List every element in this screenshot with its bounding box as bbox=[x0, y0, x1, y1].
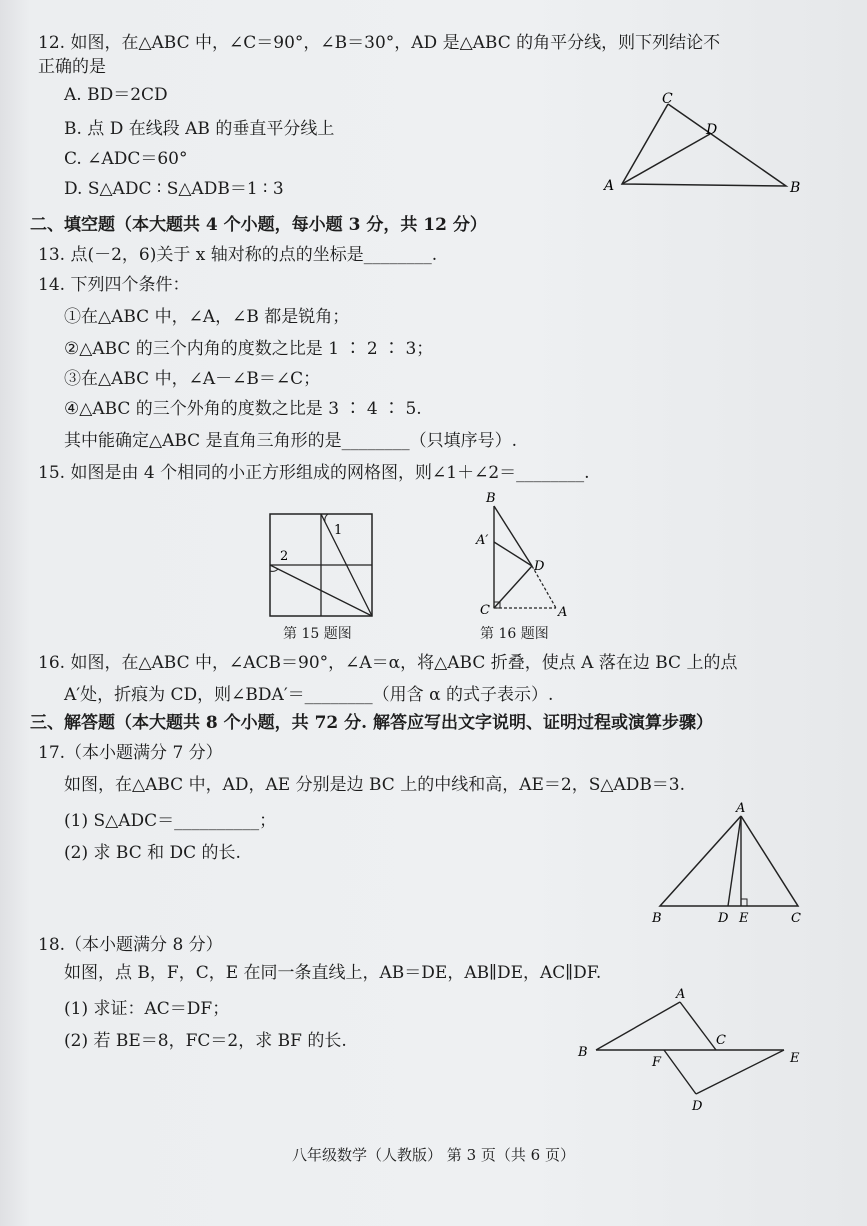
q16-label-c: C bbox=[480, 603, 490, 618]
q18-label-e: E bbox=[790, 1051, 800, 1066]
section-3-heading: 三、解答题（本大题共 8 个小题，共 72 分. 解答应写出文字说明、证明过程或演算步骤） bbox=[30, 713, 713, 733]
q15-angle-2-label: 2 bbox=[280, 549, 289, 564]
section-2-heading: 二、填空题（本大题共 4 个小题，每小题 3 分，共 12 分） bbox=[30, 215, 487, 235]
q17-label-a: A bbox=[736, 801, 746, 816]
q18-label-b: B bbox=[578, 1045, 588, 1060]
q12-option-b: B. 点 D 在线段 AB 的垂直平分线上 bbox=[64, 119, 335, 139]
q12-option-a: A. BD＝2CD bbox=[64, 85, 168, 105]
q16-label-d: D bbox=[534, 559, 545, 574]
q15-figure-caption: 第 15 题图 bbox=[283, 626, 352, 642]
q18-label-a: A bbox=[676, 987, 686, 1002]
q18-heading: 18.（本小题满分 8 分） bbox=[38, 935, 223, 955]
q12-label-a: A bbox=[604, 178, 615, 194]
q18-part-2: (2) 若 BE＝8，FC＝2，求 BF 的长. bbox=[64, 1031, 347, 1051]
q18-stem: 如图，点 B，F，C，E 在同一条直线上，AB＝DE，AB∥DE，AC∥DF. bbox=[64, 963, 602, 983]
q12-label-c: C bbox=[662, 92, 673, 107]
q14-question: 其中能确定△ABC 是直角三角形的是________（只填序号）. bbox=[64, 431, 517, 451]
q16-fold-figure bbox=[470, 488, 570, 622]
q17-part-1: (1) S△ADC＝__________； bbox=[64, 811, 277, 831]
q12-stem-line2: 正确的是 bbox=[38, 57, 106, 77]
q17-figure bbox=[648, 798, 808, 928]
q18-label-f: F bbox=[652, 1055, 662, 1070]
q17-part-2: (2) 求 BC 和 DC 的长. bbox=[64, 843, 241, 863]
q14-condition-4: ④△ABC 的三个外角的度数之比是 3 ∶ 4 ∶ 5. bbox=[64, 399, 422, 419]
q17-label-d: D bbox=[718, 911, 729, 926]
q18-label-c: C bbox=[716, 1033, 726, 1048]
q16-label-a-prime: A′ bbox=[476, 533, 489, 548]
q12-label-b: B bbox=[790, 180, 801, 196]
q14-condition-3: ③在△ABC 中，∠A－∠B＝∠C； bbox=[64, 369, 321, 389]
q16-label-a: A bbox=[558, 605, 568, 620]
q16-stem-line2: A′处，折痕为 CD，则∠BDA′＝________（用含 α 的式子表示）. bbox=[64, 685, 554, 705]
q18-part-1: (1) 求证：AC＝DF； bbox=[64, 999, 230, 1019]
q12-option-d: D. S△ADC ∶ S△ADB＝1 ∶ 3 bbox=[64, 179, 284, 199]
q15-stem: 15. 如图是由 4 个相同的小正方形组成的网格图，则∠1＋∠2＝________. bbox=[38, 463, 590, 483]
q17-heading: 17.（本小题满分 7 分） bbox=[38, 743, 223, 763]
q12-option-c: C. ∠ADC＝60° bbox=[64, 149, 188, 169]
q17-stem: 如图，在△ABC 中，AD，AE 分别是边 BC 上的中线和高，AE＝2，S△ADB＝3. bbox=[64, 775, 686, 795]
q17-label-c: C bbox=[791, 911, 801, 926]
q12-figure bbox=[596, 92, 811, 202]
page-footer: 八年级数学（人教版） 第 3 页（共 6 页） bbox=[292, 1146, 575, 1164]
q12-label-d: D bbox=[706, 122, 718, 138]
q17-label-e: E bbox=[739, 911, 749, 926]
q17-label-b: B bbox=[652, 911, 662, 926]
q14-condition-2: ②△ABC 的三个内角的度数之比是 1 ∶ 2 ∶ 3； bbox=[64, 339, 434, 359]
q18-label-d: D bbox=[692, 1099, 703, 1114]
q14-condition-1: ①在△ABC 中，∠A，∠B 都是锐角； bbox=[64, 307, 350, 327]
q14-stem: 14. 下列四个条件： bbox=[38, 275, 190, 295]
q18-figure bbox=[572, 984, 812, 1116]
q12-stem-line1: 12. 如图，在△ABC 中，∠C＝90°，∠B＝30°，AD 是△ABC 的角平分线，则下列结论不 bbox=[38, 33, 721, 53]
q16-stem-line1: 16. 如图，在△ABC 中，∠ACB＝90°，∠A＝α，将△ABC 折叠，使点 A 落在边 BC 上的点 bbox=[38, 653, 738, 673]
q16-figure-caption: 第 16 题图 bbox=[480, 626, 549, 642]
q15-grid-figure bbox=[268, 512, 378, 620]
q15-angle-1-label: 1 bbox=[334, 523, 343, 538]
q13: 13. 点(－2，6)关于 x 轴对称的点的坐标是________. bbox=[38, 245, 438, 265]
q16-label-b: B bbox=[486, 491, 496, 506]
